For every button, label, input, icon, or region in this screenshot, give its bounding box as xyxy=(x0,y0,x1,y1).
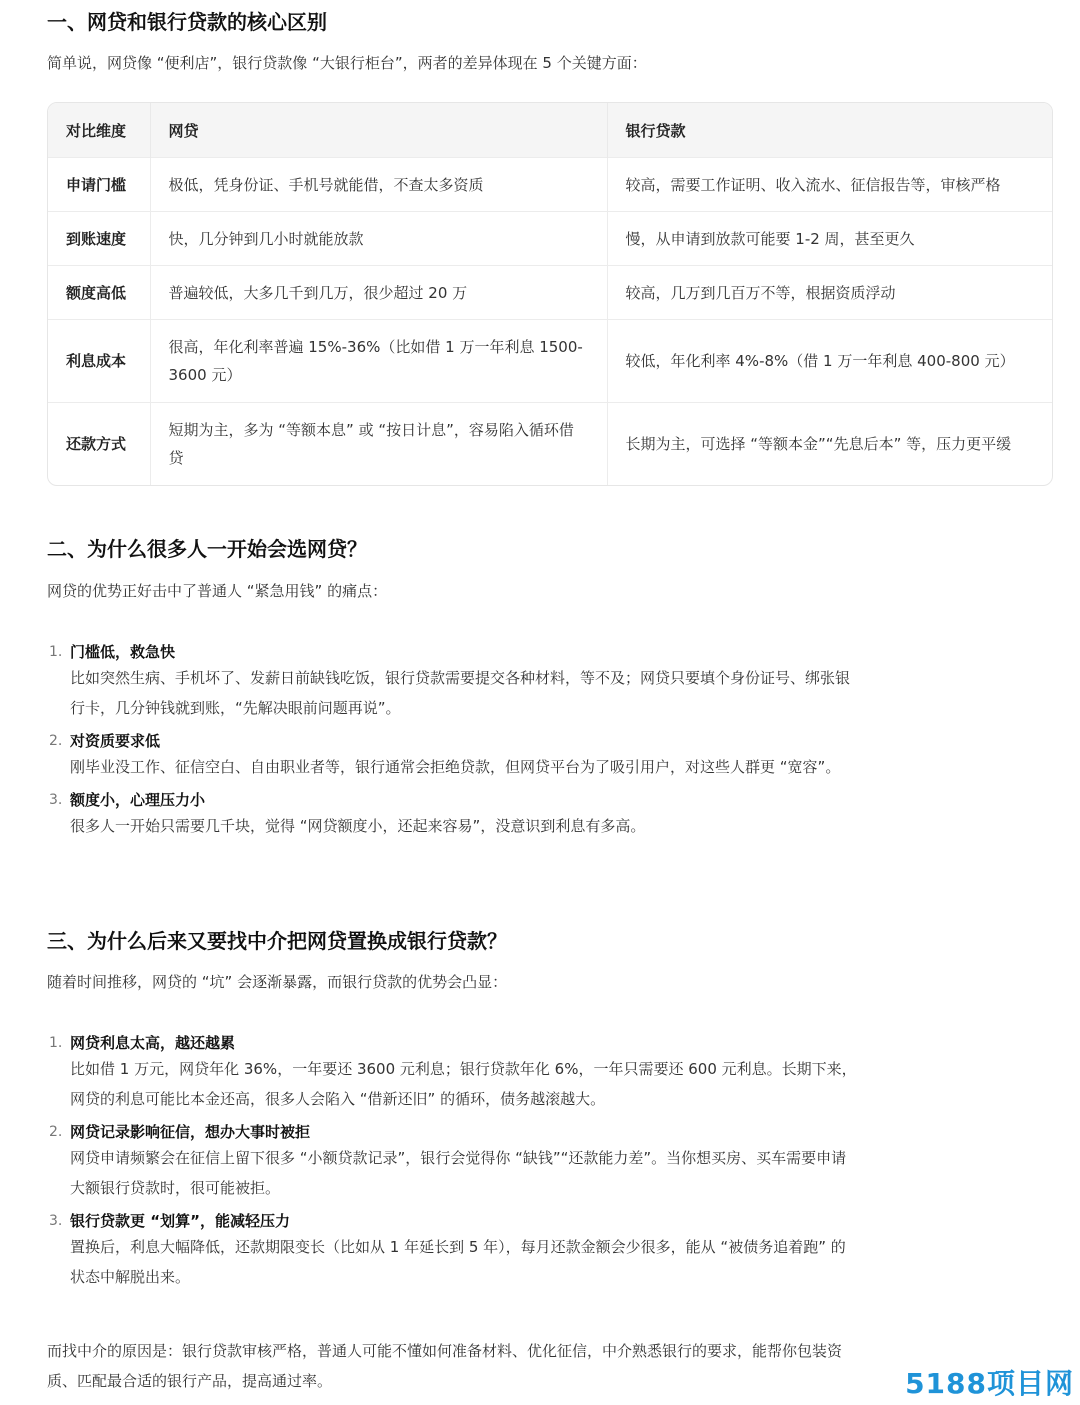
cell-bank: 较低，年化利率 4%-8%（借 1 万一年利息 400-800 元） xyxy=(607,320,1052,403)
list-number: 1. xyxy=(49,1035,63,1051)
cell-online: 普遍较低，大多几千到几万，很少超过 20 万 xyxy=(150,266,607,320)
list-item-title: 对资质要求低 xyxy=(70,732,161,750)
cell-bank: 慢，从申请到放款可能要 1-2 周，甚至更久 xyxy=(607,212,1052,266)
list-item-body: 比如借 1 万元，网贷年化 36%，一年要还 3600 元利息；银行贷款年化 6%，一年只需要还 600 元利息。长期下来，网贷的利息可能比本金还高，很多人会陷入 “借新还旧” 的循环，债务越滚越大。 xyxy=(70,1060,857,1108)
list-number: 2. xyxy=(49,1124,63,1140)
cell-online: 短期为主，多为 “等额本息” 或 “按日计息”，容易陷入循环借贷 xyxy=(150,403,607,486)
list-item-body: 比如突然生病、手机坏了、发薪日前缺钱吃饭，银行贷款需要提交各种材料，等不及；网贷只要填个身份证号、绑张银行卡，几分钟钱就到账，“先解决眼前问题再说”。 xyxy=(70,669,851,717)
section-2-heading: 二、为什么很多人一开始会选网贷？ xyxy=(47,537,367,561)
list-item xyxy=(47,1210,857,1292)
cell-online: 很高，年化利率普遍 15%-36%（比如借 1 万一年利息 1500-3600 元） xyxy=(150,320,607,403)
site-watermark-logo: 5188项目网 xyxy=(905,1367,1074,1400)
cell-dimension: 申请门槛 xyxy=(48,158,150,212)
list-item-title: 网贷记录影响征信，想办大事时被拒 xyxy=(70,1123,311,1141)
list-item-title: 门槛低，救急快 xyxy=(70,643,176,661)
list-item xyxy=(47,1121,857,1203)
list-item-title: 银行贷款更 “划算”，能减轻压力 xyxy=(70,1212,290,1230)
table-row xyxy=(48,158,1052,212)
section-1-intro: 简单说，网贷像 “便利店”，银行贷款像 “大银行柜台”，两者的差异体现在 5 个关键方面： xyxy=(47,54,647,72)
section-3-intro: 随着时间推移，网贷的 “坑” 会逐渐暴露，而银行贷款的优势会凸显： xyxy=(47,973,508,991)
comparison-table xyxy=(47,102,1053,486)
closing-paragraph: 而找中介的原因是：银行贷款审核严格，普通人可能不懂如何准备材料、优化征信，中介熟悉银行的要求，能帮你包装资质、匹配最合适的银行产品，提高通过率。 xyxy=(47,1342,843,1390)
cell-online: 极低，凭身份证、手机号就能借，不查太多资质 xyxy=(150,158,607,212)
header-bank-loan: 银行贷款 xyxy=(607,103,1052,158)
section-3-heading: 三、为什么后来又要找中介把网贷置换成银行贷款？ xyxy=(47,929,507,953)
list-item-title: 网贷利息太高，越还越累 xyxy=(70,1034,236,1052)
list-item-body: 很多人一开始只需要几千块，觉得 “网贷额度小，还起来容易”，没意识到利息有多高。 xyxy=(70,817,646,835)
list-item xyxy=(47,789,857,841)
table-row xyxy=(48,320,1052,403)
list-item xyxy=(47,1032,857,1114)
list-number: 1. xyxy=(49,644,63,660)
section-2-intro: 网贷的优势正好击中了普通人 “紧急用钱” 的痛点： xyxy=(47,582,388,600)
cell-bank: 较高，需要工作证明、收入流水、征信报告等，审核严格 xyxy=(607,158,1052,212)
section-2-list xyxy=(47,641,857,848)
table-row xyxy=(48,266,1052,320)
cell-dimension: 额度高低 xyxy=(48,266,150,320)
cell-bank: 较高，几万到几百万不等，根据资质浮动 xyxy=(607,266,1052,320)
cell-bank: 长期为主，可选择 “等额本金”“先息后本” 等，压力更平缓 xyxy=(607,403,1052,486)
cell-dimension: 还款方式 xyxy=(48,403,150,486)
section-3-list xyxy=(47,1032,857,1299)
section-1-heading: 一、网贷和银行贷款的核心区别 xyxy=(47,10,327,34)
cell-dimension: 利息成本 xyxy=(48,320,150,403)
list-number: 3. xyxy=(49,792,63,808)
list-item-title: 额度小，心理压力小 xyxy=(70,791,206,809)
list-item-body: 网贷申请频繁会在征信上留下很多 “小额贷款记录”，银行会觉得你 “缺钱”“还款能力差”。当你想买房、买车需要申请大额银行贷款时，很可能被拒。 xyxy=(70,1149,847,1197)
cell-dimension: 到账速度 xyxy=(48,212,150,266)
list-number: 3. xyxy=(49,1213,63,1229)
header-dimension: 对比维度 xyxy=(48,103,150,158)
list-item xyxy=(47,730,857,782)
table-row xyxy=(48,403,1052,486)
table-row xyxy=(48,212,1052,266)
list-item-body: 刚毕业没工作、征信空白、自由职业者等，银行通常会拒绝贷款，但网贷平台为了吸引用户，对这些人群更 “宽容”。 xyxy=(70,758,841,776)
list-number: 2. xyxy=(49,733,63,749)
table-header-row xyxy=(48,103,1052,158)
list-item-body: 置换后，利息大幅降低，还款期限变长（比如从 1 年延长到 5 年），每月还款金额会少很多，能从 “被债务追着跑” 的状态中解脱出来。 xyxy=(70,1238,846,1286)
header-online-loan: 网贷 xyxy=(150,103,607,158)
list-item xyxy=(47,641,857,723)
cell-online: 快，几分钟到几小时就能放款 xyxy=(150,212,607,266)
